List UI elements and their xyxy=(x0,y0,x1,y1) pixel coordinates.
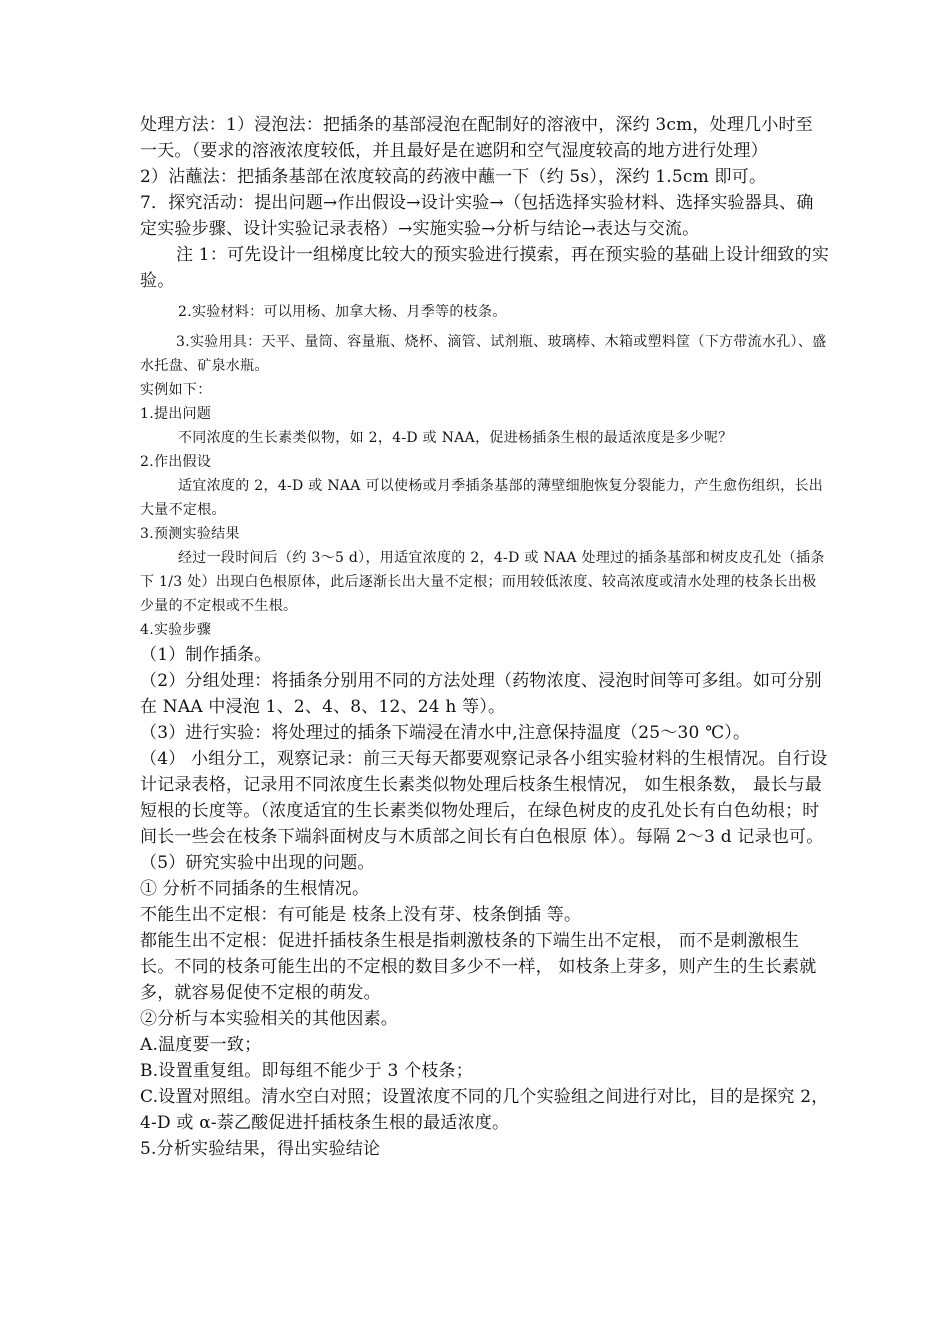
paragraph-note-1: 注 1：可先设计一组梯度比较大的预实验进行摸索，再在预实验的基础上设计细致的实验。 xyxy=(140,245,830,291)
factor-c: C.设置对照组。清水空白对照；设置浓度不同的几个实验组之间进行对比，目的是探究 2，4-D 或 α-萘乙酸促进扦插枝条生根的最适浓度。 xyxy=(140,1087,829,1133)
heading-ask-question: 1.提出问题 xyxy=(140,406,212,422)
step-4: （4） 小组分工，观察记录：前三天每天都要观察记录各小组实验材料的生根情况。自行设计记录表格，记录用不同浓度生长素类似物处理后枝条生根情况， 如生根条数， 最长与最短根的长度等。（浓度适宜的生长素类似物处理后，在绿色树皮的皮孔处长有白色幼根；时间长一些会在枝条下端斜面树皮与木质部之间长有白色根原 体）。每隔 2～3 d 记录也可。 xyxy=(140,749,828,847)
paragraph-inquiry-activity: 7．探究活动：提出问题→作出假设→设计实验→（包括选择实验材料、选择实验器具、确定实验步骤、设计实验记录表格）→实施实验→分析与结论→表达与交流。 xyxy=(140,193,814,239)
step-3: （3）进行实验：将处理过的插条下端浸在清水中,注意保持温度（25～30 ℃）。 xyxy=(140,723,751,743)
paragraph-processing-methods: 处理方法：1）浸泡法：把插条的基部浸泡在配制好的溶液中，深约 3cm，处理几小时至一天。（要求的溶液浓度较低，并且最好是在遮阴和空气湿度较高的地方进行处理） xyxy=(140,115,813,161)
paragraph-equipment: 3.实验用具：天平、量筒、容量瓶、烧杯、滴管、试剂瓶、玻璃棒、木箱或塑料筐（下方带流水孔）、盛水托盘、矿泉水瓶。 xyxy=(140,334,827,374)
heading-hypothesis: 2.作出假设 xyxy=(140,454,212,470)
heading-analyze-results: 5.分析实验结果，得出实验结论 xyxy=(140,1139,381,1159)
paragraph-example-intro: 实例如下： xyxy=(140,382,212,398)
analysis-point-2: ②分析与本实验相关的其他因素。 xyxy=(140,1009,398,1029)
heading-experiment-steps: 4.实验步骤 xyxy=(140,622,212,638)
paragraph-all-roots: 都能生出不定根：促进扦插枝条生根是指刺激枝条的下端生出不定根， 而不是刺激根生长。不同的枝条可能生出的不定根的数目多少不一样， 如枝条上芽多，则产生的生长素就多，就容易促使不定根的萌发。 xyxy=(140,931,817,1003)
paragraph-question: 不同浓度的生长素类似物，如 2，4-D 或 NAA，促进杨插条生根的最适浓度是多少呢？ xyxy=(178,430,733,446)
paragraph-predicted-results: 经过一段时间后（约 3～5 d），用适宜浓度的 2，4-D 或 NAA 处理过的插条基部和树皮皮孔处（插条下 1/3 处）出现白色根原体，此后逐渐长出大量不定根；而用较低浓度、较高浓度或清水处理的枝条长出极少量的不定根或不生根。 xyxy=(140,550,825,614)
factor-b: B.设置重复组。即每组不能少于 3 个枝条； xyxy=(140,1061,473,1081)
heading-predict-results: 3.预测实验结果 xyxy=(140,526,240,542)
paragraph-materials: 2.实验材料：可以用杨、加拿大杨、月季等的枝条。 xyxy=(178,304,507,320)
paragraph-hypothesis: 适宜浓度的 2，4-D 或 NAA 可以使杨或月季插条基部的薄壁细胞恢复分裂能力，产生愈伤组织，长出大量不定根。 xyxy=(140,478,824,518)
document-body xyxy=(140,112,830,1162)
step-1: （1）制作插条。 xyxy=(140,645,272,665)
analysis-point-1: ① 分析不同插条的生根情况。 xyxy=(140,879,370,899)
step-2: （2）分组处理：将插条分别用不同的方法处理（药物浓度、浸泡时间等可多组。如可分别在 NAA 中浸泡 1、2、4、8、12、24 h 等）。 xyxy=(140,671,822,717)
factor-a: A.温度要一致； xyxy=(140,1035,262,1055)
paragraph-no-roots: 不能生出不定根：有可能是 枝条上没有芽、枝条倒插 等。 xyxy=(140,905,582,925)
step-5: （5）研究实验中出现的问题。 xyxy=(140,853,375,873)
paragraph-dip-method: 2）沾蘸法：把插条基部在浓度较高的药液中蘸一下（约 5s），深约 1.5cm 即可。 xyxy=(140,167,767,187)
